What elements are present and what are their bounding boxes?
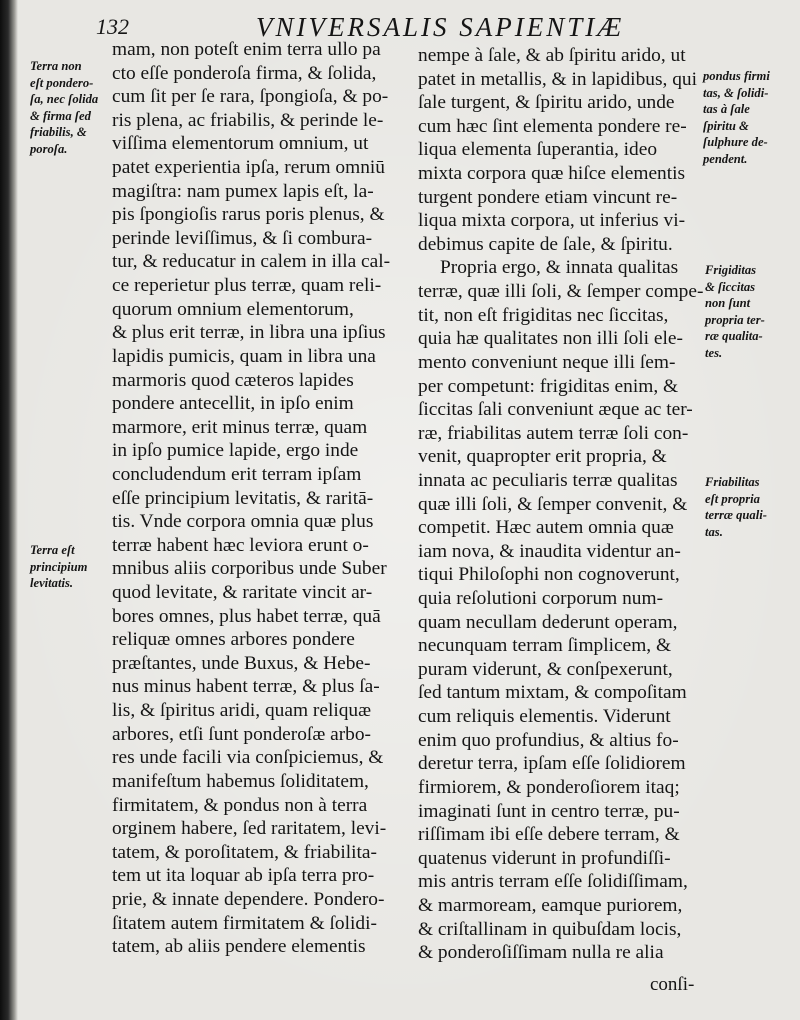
text-line: & criſtallinam in quibuſdam locis, <box>418 918 682 940</box>
text-line: mis antris terram eſſe ſolidiſſimam, <box>418 871 688 893</box>
text-line: cum hæc ſint elementa pondere re- <box>418 115 687 137</box>
text-line: mam, non poteſt enim terra ullo pa <box>112 39 381 60</box>
running-title: VNIVERSALIS SAPIENTIÆ <box>256 12 625 42</box>
page-number: 132 <box>96 14 129 39</box>
text-line: tis. Vnde corpora omnia quæ plus <box>112 511 374 533</box>
margin-note-line: non ſunt <box>705 296 751 311</box>
text-line: pondere antecellit, in ipſo enim <box>112 393 354 415</box>
text-line: & ponderoſiſſimam nulla re alia <box>418 942 664 964</box>
text-line: marmoris quod cæteros lapides <box>112 369 354 391</box>
text-line: res unde facili via conſpiciemus, & <box>112 747 384 769</box>
text-line: præſtantes, unde Buxus, & Hebe- <box>112 652 371 674</box>
text-line: ſiccitas ſali conveniunt æque ac ter- <box>418 399 693 421</box>
text-line: iam nova, & inaudita videntur an- <box>418 540 681 562</box>
text-line: patet experientia ipſa, rerum omniū <box>112 157 385 179</box>
text-line: competit. Hæc autem omnia quæ <box>418 517 674 539</box>
text-line: & marmoream, eamque puriorem, <box>418 894 683 916</box>
text-line: tatem, & poroſitatem, & friabilita- <box>112 841 377 863</box>
text-line: cto eſſe ponderoſa firma, & ſolida, <box>112 62 377 84</box>
text-line: arbores, etſi ſunt ponderoſæ arbo- <box>112 723 372 745</box>
text-line: mixta corpora quæ hiſce elementis <box>418 163 686 185</box>
margin-note-line: friabilis, & <box>30 125 87 140</box>
margin-note-line: & ſiccitas <box>705 279 756 294</box>
text-line: lapidis pumicis, quam in libra una <box>112 345 376 367</box>
text-line: & plus erit terræ, in libra una ipſius <box>112 322 386 344</box>
text-line: ris plena, ac friabilis, & perinde le- <box>112 109 384 131</box>
text-line: quod levitate, & raritate vincit ar- <box>112 582 373 604</box>
text-line: tem ut ita loquar ab ipſa terra pro- <box>112 865 375 887</box>
text-line: tit, non eſt frigiditas nec ſiccitas, <box>418 304 669 326</box>
left-text-column <box>112 38 402 959</box>
text-line: terræ habent hæc leviora erunt o- <box>112 534 369 556</box>
text-line: nus minus habent terræ, & plus ſa- <box>112 676 380 698</box>
text-line: per competunt: frigiditas enim, & <box>418 375 679 397</box>
text-line: deretur terra, ipſam eſſe ſolidiorem <box>418 753 686 775</box>
text-line: mnibus aliis corporibus unde Suber <box>112 558 387 580</box>
text-line: innata ac peculiaris terræ qualitas <box>418 469 678 491</box>
margin-note-line: tas à ſale <box>703 102 750 117</box>
text-line: bores omnes, plus habet terræ, quā <box>112 605 381 627</box>
text-line: tur, & reducatur in calem in illa cal- <box>112 251 391 273</box>
margin-note-line: principium <box>30 559 88 574</box>
text-line: ſale turgent, & ſpiritu arido, unde <box>418 92 675 114</box>
text-line: marmore, erit minus terræ, quam <box>112 416 368 438</box>
text-line: reliquæ omnes arbores pondere <box>112 629 355 651</box>
text-line: viſſima elementorum omnium, ut <box>112 133 369 155</box>
text-line: liqua elementa ſuperantia, ideo <box>418 139 658 161</box>
text-line: quorum omnium elementorum, <box>112 298 354 320</box>
text-line: in ipſo pumice lapide, ergo inde <box>112 440 359 462</box>
text-line: firmiorem, & ponderoſiorem itaq; <box>418 776 680 798</box>
text-line: liqua mixta corpora, ut inferius vi- <box>418 210 686 232</box>
margin-note-earth-not-heavy <box>30 58 98 158</box>
text-line: ræ, friabilitas autem terræ ſoli con- <box>418 422 689 444</box>
margin-note-coldness-dryness <box>705 262 765 362</box>
text-line: orginem habere, ſed raritatem, levi- <box>112 818 387 840</box>
margin-note-line: pendent. <box>703 151 748 166</box>
margin-note-line: terræ quali- <box>705 508 767 523</box>
text-line: ce reperietur plus terræ, quam reli- <box>112 275 382 297</box>
text-line: mento conveniunt neque illi ſem- <box>418 351 676 373</box>
text-line: eſſe principium levitatis, & raritā- <box>112 487 374 509</box>
margin-note-friability <box>705 474 767 540</box>
margin-note-line: tes. <box>705 345 723 360</box>
text-line: prie, & innate dependere. Pondero- <box>112 888 385 910</box>
margin-note-line: & firma ſed <box>30 108 91 123</box>
book-binding-shadow <box>0 0 18 1020</box>
margin-note-line: ræ qualita- <box>705 329 763 344</box>
text-line: necunquam terram ſimplicem, & <box>418 635 672 657</box>
text-line: quatenus viderunt in profundiſſi- <box>418 847 671 869</box>
text-line: cum reliquis elementis. Viderunt <box>418 706 671 728</box>
text-line: venit, quapropter erit propria, & <box>418 446 667 468</box>
text-line: ſed tantum mixtam, & compoſitam <box>418 682 687 704</box>
text-line: magiſtra: nam pumex lapis eſt, la- <box>112 180 374 202</box>
text-line: firmitatem, & pondus non à terra <box>112 794 368 816</box>
text-line: tiqui Philoſophi non cognoverunt, <box>418 564 680 586</box>
text-line: imaginati ſunt in centro terræ, pu- <box>418 800 680 822</box>
text-line: cum ſit per ſe rara, ſpongioſa, & po- <box>112 86 389 108</box>
text-line: lis, & ſpiritus aridi, quam reliquæ <box>112 700 372 722</box>
text-line: manifeſtum habemus ſoliditatem, <box>112 770 369 792</box>
catchword: conſi- <box>650 974 695 995</box>
margin-note-line: eſt pondero- <box>30 75 94 90</box>
text-line: turgent pondere etiam vincunt re- <box>418 186 678 208</box>
text-line: pis ſpongioſis rarus poris plenus, & <box>112 204 385 226</box>
text-line: patet in metallis, & in lapidibus, qui <box>418 68 697 90</box>
margin-note-line: pondus firmi <box>703 69 770 83</box>
margin-note-line: Terra eſt <box>30 543 75 557</box>
margin-note-line: ſa, nec ſolida <box>30 92 99 107</box>
margin-note-line: Friabilitas <box>705 475 760 489</box>
margin-note-line: eſt propria <box>705 491 760 506</box>
text-line: terræ, quæ illi ſoli, & ſemper compe- <box>418 281 704 303</box>
margin-note-weight-from-salt <box>703 68 770 168</box>
margin-note-earth-principle-of-lightness <box>30 542 87 592</box>
text-line: ſitatem autem firmitatem & ſolidi- <box>112 912 377 934</box>
text-line: quæ illi ſoli, & ſemper convenit, & <box>418 493 688 515</box>
margin-note-line: levitatis. <box>30 576 74 591</box>
margin-note-line: Terra non <box>30 59 82 73</box>
text-line: puram viderunt, & conſpexerunt, <box>418 658 673 680</box>
text-line: quia hæ qualitates non illi ſoli ele- <box>418 328 683 350</box>
text-line: enim quo profundius, & altius fo- <box>418 729 679 751</box>
text-line: Propria ergo, & innata qualitas <box>440 257 679 279</box>
text-line: quam necullam dederunt operam, <box>418 611 678 633</box>
text-line: riſſimam ibi eſſe debere terram, & <box>418 824 680 846</box>
right-text-column <box>418 44 708 965</box>
margin-note-line: propria ter- <box>705 312 765 327</box>
margin-note-line: tas. <box>705 524 723 539</box>
margin-note-line: poroſa. <box>30 141 68 156</box>
text-line: quia reſolutioni corporum num- <box>418 588 664 610</box>
text-line: nempe à ſale, & ab ſpiritu arido, ut <box>418 45 686 66</box>
text-line: concludendum erit terram ipſam <box>112 463 362 485</box>
text-line: tatem, ab aliis pendere elementis <box>112 936 366 958</box>
text-line: perinde leviſſimus, & ſi combura- <box>112 227 373 249</box>
text-line: debimus capite de ſale, & ſpiritu. <box>418 233 673 255</box>
margin-note-line: ſpiritu & <box>703 118 749 133</box>
margin-note-line: tas, & ſolidi- <box>703 85 769 100</box>
margin-note-line: ſulphure de- <box>703 135 768 150</box>
margin-note-line: Frigiditas <box>705 263 757 277</box>
